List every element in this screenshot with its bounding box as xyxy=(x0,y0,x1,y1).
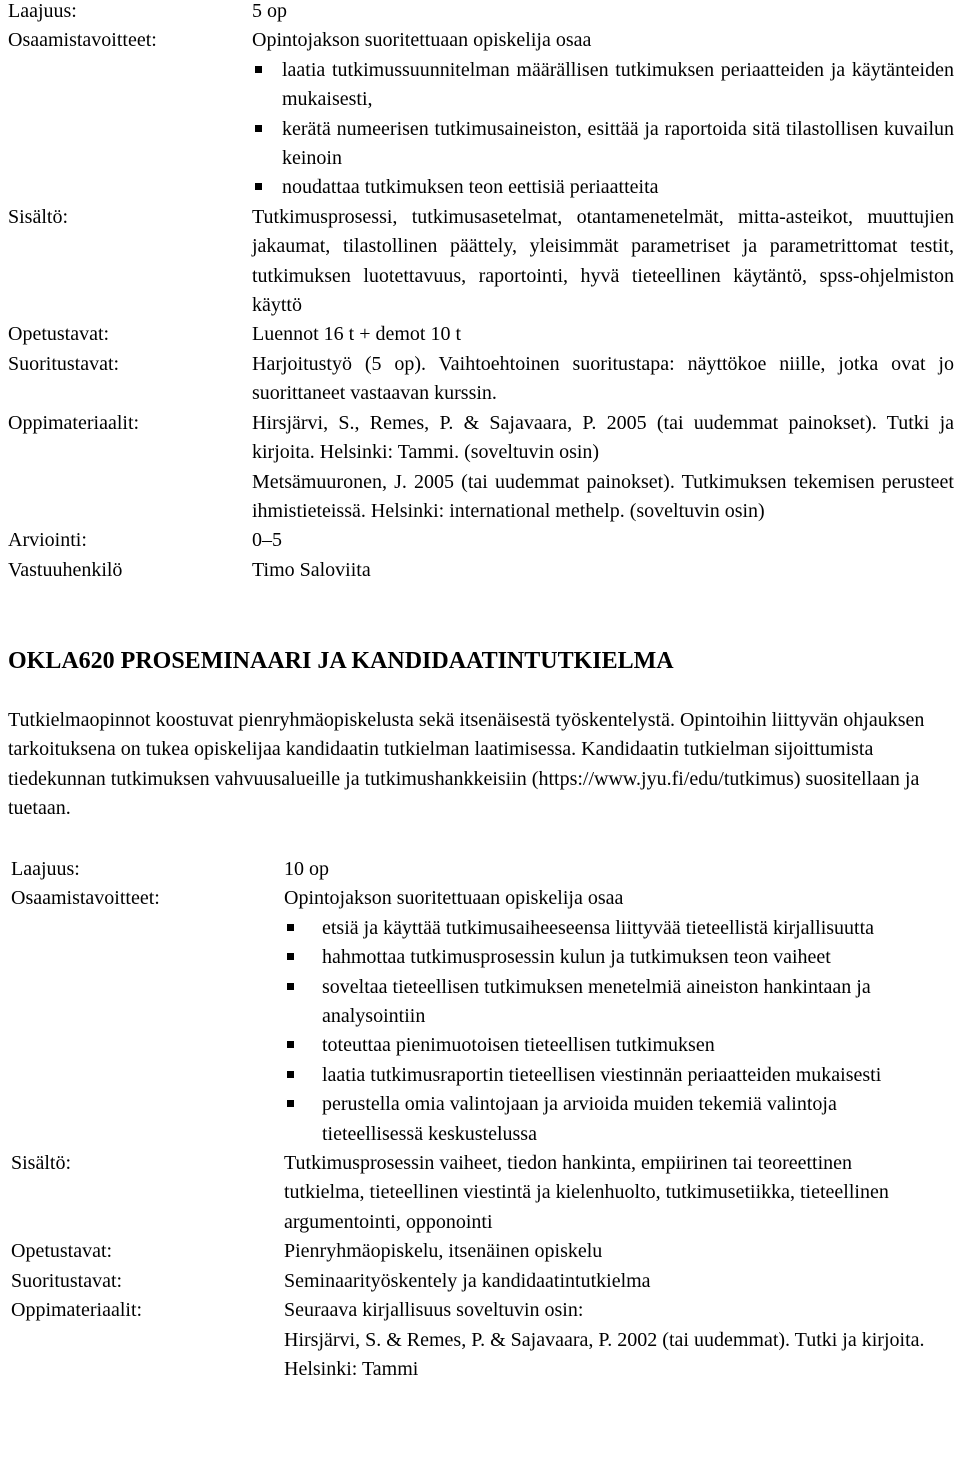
course1-arviointi-row xyxy=(0,526,960,555)
course-heading: OKLA620 PROSEMINAARI JA KANDIDAATINTUTKIELMA xyxy=(8,648,674,674)
list-item: laatia tutkimusraportin tieteellisen viestinnän periaatteiden mukaisesti xyxy=(284,1061,918,1090)
list-item: soveltaa tieteellisen tutkimuksen menetelmiä aineiston hankintaan ja analysointiin xyxy=(284,973,918,1032)
reference-item: Hirsjärvi, S. & Remes, P. & Sajavaara, P. 2002 (tai uudemmat). Tutki ja kirjoita. Helsinki: Tammi xyxy=(284,1328,925,1380)
sisalto-value: Tutkimusprosessi, tutkimusasetelmat, otantamenetelmät, mitta-asteikot, muuttujien jakaumat, tilastollinen päättely, yleisimmät parametriset ja parametrittomat testit, tutkimuksen luotettavuus, raportointi, hyvä tieteellinen käytäntö, spss-ohjelmiston käyttö xyxy=(252,205,954,317)
oppimateriaalit-label: Oppimateriaalit: xyxy=(8,411,140,434)
laajuus-label: Laajuus: xyxy=(8,0,77,22)
course2-suoritustavat-row xyxy=(0,1267,960,1296)
osaamistavoitteet-intro: Opintojakson suoritettuaan opiskelija osaa xyxy=(252,29,592,52)
suoritustavat-value: Harjoitustyö (5 op). Vaihtoehtoinen suoritustapa: näyttökoe niille, jotka ovat jo suorittaneet vastaavan kurssin. xyxy=(252,352,954,405)
sisalto-label: Sisältö: xyxy=(8,205,69,228)
list-item: laatia tutkimussuunnitelman määrällisen tutkimuksen periaatteiden ja käytänteiden mukaisesti, xyxy=(252,56,954,115)
course2-laajuus-row xyxy=(0,855,960,884)
arviointi-label: Arviointi: xyxy=(8,529,87,552)
osaamistavoitteet-intro: Opintojakson suoritettuaan opiskelija osaa xyxy=(284,887,624,910)
suoritustavat-label: Suoritustavat: xyxy=(11,1269,123,1292)
list-item: perustella omia valintojaan ja arvioida muiden tekemiä valintoja tieteellisessä keskustelussa xyxy=(284,1090,918,1149)
list-item: toteuttaa pienimuotoisen tieteellisen tutkimuksen xyxy=(284,1031,918,1060)
opetustavat-label: Opetustavat: xyxy=(8,323,110,346)
reference-item: Metsämuuronen, J. 2005 (tai uudemmat painokset). Tutkimuksen tekemisen perusteet ihmistieteissä. Helsinki: international methelp. (soveltuvin osin) xyxy=(252,470,954,522)
reference-item: Hirsjärvi, S., Remes, P. & Sajavaara, P. 2005 (tai uudemmat painokset). Tutki ja kirjoita. Helsinki: Tammi. (soveltuvin osin) xyxy=(252,411,954,464)
course1-oppimateriaalit-row xyxy=(0,409,960,527)
course1-vastuuhenkilo-row xyxy=(0,556,960,585)
list-item: kerätä numeerisen tutkimusaineiston, esittää ja raportoida sitä tilastollisen kuvailun keinoin xyxy=(252,115,954,174)
osaamistavoitteet-label: Osaamistavoitteet: xyxy=(11,887,160,910)
list-item: etsiä ja käyttää tutkimusaiheeseensa liittyvää tieteellistä kirjallisuutta xyxy=(284,914,918,943)
opetustavat-value: Pienryhmäopiskelu, itsenäinen opiskelu xyxy=(284,1240,603,1263)
intro-paragraph: Tutkielmaopinnot koostuvat pienryhmäopiskelusta sekä itsenäisestä työskentelystä. Opintoihin liittyvän ohjauksen tarkoituksena on tukea opiskelijaa kandidaatin tutkielman laatimisessa. Kandidaatin tutkielman sijoittumista tiedekunnan tutkimuksen vahvuusalueille ja tutkimushankkeisiin (https://www.jyu.fi/edu/tutkimus) suositellaan ja tuetaan. xyxy=(8,709,925,820)
suoritustavat-value: Seminaarityöskentely ja kandidaatintutkielma xyxy=(284,1269,651,1292)
course2-sisalto-row xyxy=(0,1149,960,1237)
oppimateriaalit-label: Oppimateriaalit: xyxy=(11,1299,143,1322)
reference-item: Seuraava kirjallisuus soveltuvin osin: xyxy=(284,1299,584,1322)
laajuus-label: Laajuus: xyxy=(11,858,80,880)
list-item: hahmottaa tutkimusprosessin kulun ja tutkimuksen teon vaiheet xyxy=(284,943,918,972)
course1-laajuus-row xyxy=(0,0,960,26)
course1-suoritustavat-row xyxy=(0,350,960,409)
list-item: noudattaa tutkimuksen teon eettisiä periaatteita xyxy=(252,173,954,202)
laajuus-value: 5 op xyxy=(252,0,287,22)
opetustavat-label: Opetustavat: xyxy=(11,1240,113,1263)
sisalto-value: Tutkimusprosessin vaiheet, tiedon hankinta, empiirinen tai teoreettinen tutkielma, tieteellinen viestintä ja kielenhuolto, tutkimusetiikka, tieteellinen argumentointi, opponointi xyxy=(284,1152,889,1233)
course1-osaamis-row xyxy=(0,26,960,202)
sisalto-label: Sisältö: xyxy=(11,1152,72,1175)
course1-sisalto-row xyxy=(0,203,960,321)
course1-section xyxy=(0,0,960,585)
course2-osaamis-row xyxy=(0,884,960,1149)
vastuuhenkilo-label: Vastuuhenkilö xyxy=(8,558,123,581)
opetustavat-value: Luennot 16 t + demot 10 t xyxy=(252,323,462,346)
course2-section xyxy=(0,855,960,1384)
arviointi-value: 0–5 xyxy=(252,529,282,552)
course1-opetustavat-row xyxy=(0,320,960,349)
laajuus-value: 10 op xyxy=(284,858,329,880)
vastuuhenkilo-value: Timo Saloviita xyxy=(252,558,371,581)
osaamistavoitteet-label: Osaamistavoitteet: xyxy=(8,29,157,52)
course2-oppimateriaalit-row xyxy=(0,1296,960,1384)
suoritustavat-label: Suoritustavat: xyxy=(8,352,120,375)
course2-opetustavat-row xyxy=(0,1237,960,1266)
